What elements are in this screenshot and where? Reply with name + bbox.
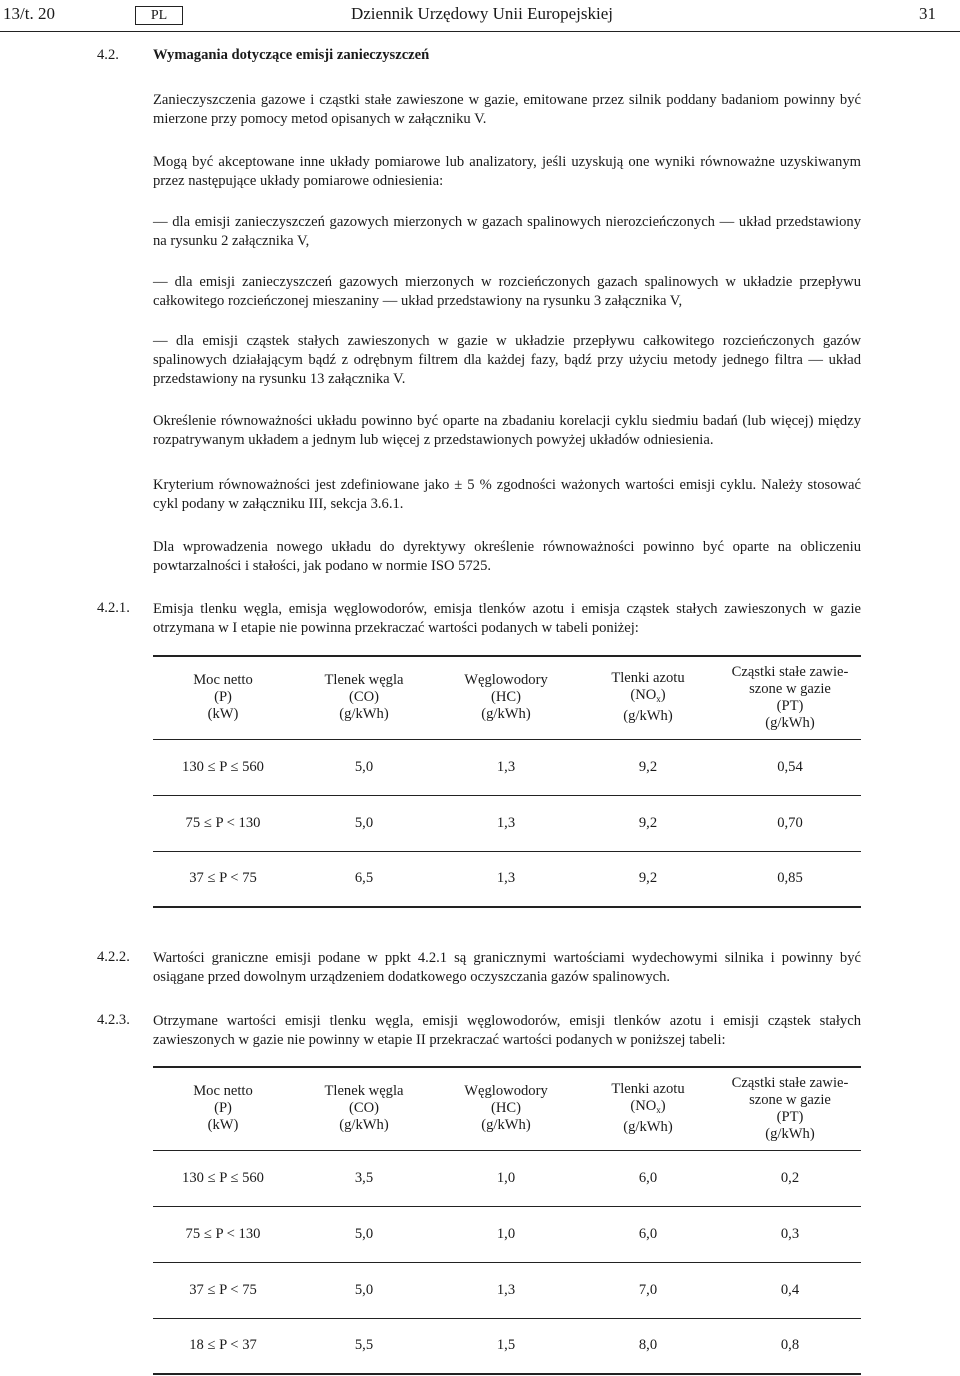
header-power: Moc netto (P) (kW) bbox=[193, 1083, 253, 1134]
header-co: Tlenek węgla (CO) (g/kWh) bbox=[324, 672, 404, 723]
clause-number-421: 4.2.1. bbox=[97, 600, 130, 616]
table-row bbox=[153, 851, 861, 907]
header-pt: Cząstki stałe zawie- szone w gazie (PT) (g/kWh) bbox=[731, 1074, 849, 1142]
table-cell: 5,0 bbox=[354, 814, 374, 831]
clause-text-421: Emisja tlenku węgla, emisja węglowodorów, emisja tlenków azotu i emisja cząstek stałych zawieszonych w gazie otrzymana w I etapie nie powinna przekraczać wartości podanych w tabeli poniżej: bbox=[153, 601, 861, 636]
header-nox: Tlenki azotu $(NO_x)$ (g/kWh) bbox=[611, 1081, 685, 1136]
table-cell: 0,8 bbox=[780, 1337, 800, 1354]
paragraph-3: Określenie równoważności układu powinno być oparte na zbadaniu korelacji cyklu siedmiu badań (lub więcej) między rozpatrywanym układem a jednym lub więcej z przedstawionych powyżej układów odniesienia. bbox=[153, 413, 861, 448]
paragraph-5: Dla wprowadzenia nowego układu do dyrektywy określenie równoważności powinno być oparte na obliczeniu powtarzalności i stałości, jak podano w normie ISO 5725. bbox=[153, 539, 861, 574]
journal-title: Dziennik Urzędowy Unii Europejskiej bbox=[350, 4, 613, 23]
clause-text-422: Wartości graniczne emisji podane w ppkt 4.2.1 są granicznymi wartościami wydechowymi silnika i powinny być osiągane przed dowolnym urządzeniem dodatkowego oczyszczania gazów spalinowych. bbox=[153, 950, 861, 985]
header-co: Tlenek węgla (CO) (g/kWh) bbox=[324, 1083, 404, 1134]
table-cell: 1,3 bbox=[496, 870, 516, 887]
header-hc: Węglowodory (HC) (g/kWh) bbox=[464, 1083, 548, 1134]
table-cell: 0,4 bbox=[780, 1281, 800, 1298]
language-badge: PL bbox=[135, 6, 183, 25]
limits-table-stage-2 bbox=[153, 1066, 861, 1375]
header-pt: Cząstki stałe zawie- szone w gazie (PT) (g/kWh) bbox=[731, 663, 849, 731]
table-row bbox=[153, 795, 861, 851]
page-number: 31 bbox=[919, 4, 936, 23]
header-rule bbox=[0, 31, 960, 32]
page-reference: 13/t. 20 bbox=[3, 4, 55, 23]
table-cell: 5,0 bbox=[354, 1225, 374, 1242]
table-cell: 0,54 bbox=[777, 758, 803, 775]
clause-text-423: Otrzymane wartości emisji tlenku węgla, emisji węglowodorów, emisji tlenków azotu i emisji cząstek stałych zawieszonych w gazie nie powinny w etapie II przekraczać wartości podanych w poniższej tabeli: bbox=[153, 1013, 861, 1048]
table-cell: 130 ≤ P ≤ 560 bbox=[182, 1169, 264, 1186]
table-cell: 1,5 bbox=[496, 1337, 516, 1354]
table-cell: 0,85 bbox=[777, 870, 803, 887]
header-nox: Tlenki azotu $(NO_x)$ (g/kWh) bbox=[611, 670, 685, 725]
paragraph-1: Zanieczyszczenia gazowe i cząstki stałe zawieszone w gazie, emitowane przez silnik poddany badaniom powinny być mierzone przy pomocy metod opisanych w załączniku V. bbox=[153, 92, 861, 127]
table-header-row bbox=[153, 1067, 861, 1150]
table-cell: 5,0 bbox=[354, 758, 374, 775]
table-cell: 0,3 bbox=[780, 1225, 800, 1242]
section-number: 4.2. bbox=[97, 47, 119, 63]
table-cell: 75 ≤ P < 130 bbox=[185, 1225, 261, 1242]
table-cell: 9,2 bbox=[638, 870, 658, 887]
table-row bbox=[153, 1318, 861, 1374]
table-cell: 1,0 bbox=[496, 1225, 516, 1242]
table-cell: 0,70 bbox=[777, 814, 803, 831]
table-row bbox=[153, 1262, 861, 1318]
table-cell: 18 ≤ P < 37 bbox=[189, 1337, 257, 1354]
table-row bbox=[153, 1150, 861, 1206]
table-cell: 6,0 bbox=[638, 1225, 658, 1242]
table-row bbox=[153, 739, 861, 795]
table-cell: 5,0 bbox=[354, 1281, 374, 1298]
table-cell: 1,0 bbox=[496, 1169, 516, 1186]
header-power: Moc netto (P) (kW) bbox=[193, 672, 253, 723]
table-cell: 7,0 bbox=[638, 1281, 658, 1298]
table-cell: 9,2 bbox=[638, 758, 658, 775]
table-header-row bbox=[153, 656, 861, 739]
clause-number-423: 4.2.3. bbox=[97, 1012, 130, 1028]
bullet-1: — dla emisji zanieczyszczeń gazowych mierzonych w gazach spalinowych nierozcieńczonych — układ przedstawiony na rysunku 2 załącznika V, bbox=[153, 214, 861, 249]
table-cell: 6,5 bbox=[354, 870, 374, 887]
table-cell: 1,3 bbox=[496, 1281, 516, 1298]
clause-number-422: 4.2.2. bbox=[97, 949, 130, 965]
table-cell: 9,2 bbox=[638, 814, 658, 831]
table-cell: 0,2 bbox=[780, 1169, 800, 1186]
table-cell: 130 ≤ P ≤ 560 bbox=[182, 758, 264, 775]
section-title: Wymagania dotyczące emisji zanieczyszczeń bbox=[153, 47, 430, 63]
table-row bbox=[153, 1206, 861, 1262]
paragraph-4: Kryterium równoważności jest zdefiniowane jako ± 5 % zgodności ważonych wartości emisji cyklu. Należy stosować cykl podany w załączniku III, sekcja 3.6.1. bbox=[153, 477, 861, 512]
table-cell: 75 ≤ P < 130 bbox=[185, 814, 261, 831]
page-header bbox=[0, 0, 960, 34]
header-hc: Węglowodory (HC) (g/kWh) bbox=[464, 672, 548, 723]
bullet-3: — dla emisji cząstek stałych zawieszonych w gazie w układzie przepływu całkowitego rozcieńczonych gazów spalinowych działającym bądź z odrębnym filtrem dla każdej fazy, bądź przy użyciu metody jednego filtra — układ przedstawiony na rysunku 13 załącznika V. bbox=[153, 333, 861, 387]
table-cell: 1,3 bbox=[496, 814, 516, 831]
table-cell: 6,0 bbox=[638, 1169, 658, 1186]
table-cell: 37 ≤ P < 75 bbox=[189, 870, 257, 887]
paragraph-2: Mogą być akceptowane inne układy pomiarowe lub analizatory, jeśli uzyskują one wyniki równoważne uzyskiwanym przez następujące układy pomiarowe odniesienia: bbox=[153, 154, 861, 189]
limits-table-stage-1 bbox=[153, 655, 861, 908]
table-cell: 37 ≤ P < 75 bbox=[189, 1281, 257, 1298]
table-cell: 3,5 bbox=[354, 1169, 374, 1186]
table-cell: 1,3 bbox=[496, 758, 516, 775]
table-cell: 5,5 bbox=[354, 1337, 374, 1354]
table-cell: 8,0 bbox=[638, 1337, 658, 1354]
bullet-2: — dla emisji zanieczyszczeń gazowych mierzonych w rozcieńczonych gazach spalinowych w układzie przepływu całkowitego rozcieńczonej mieszaniny — układ przedstawiony na rysunku 3 załącznika V, bbox=[153, 274, 861, 309]
